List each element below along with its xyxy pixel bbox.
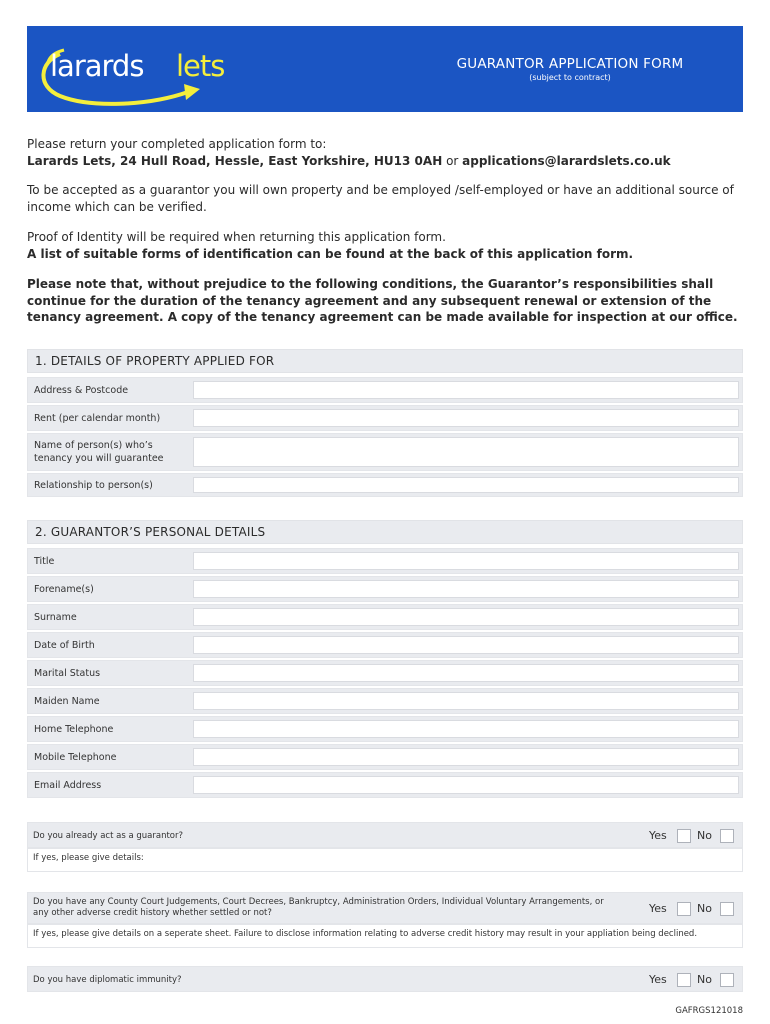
form-subtitle: (subject to contract) — [529, 73, 611, 82]
marital-status-row — [27, 660, 743, 686]
maiden-name-label: Maiden Name — [34, 696, 100, 707]
section-1-header — [27, 349, 743, 373]
title-label: Title — [34, 556, 55, 567]
credit-history-question — [33, 897, 604, 919]
home-telephone-row — [27, 716, 743, 742]
form-title: GUARANTOR APPLICATION FORM — [456, 56, 684, 72]
guarantor-question-row — [27, 822, 743, 848]
larards-lets-logo — [38, 40, 248, 106]
diplomatic-yes-checkbox[interactable] — [677, 973, 691, 987]
guarantor-requirements: To be accepted as a guarantor you will own property and be employed /self-employed or have an additional source of income which can be verified. — [27, 183, 734, 214]
logo-text-larards: larards — [50, 49, 144, 83]
email-row — [27, 772, 743, 798]
email-label: Email Address — [34, 780, 102, 791]
identity-note — [27, 229, 743, 262]
rent-field[interactable] — [193, 409, 739, 427]
diplomatic-no-label: No — [697, 973, 712, 986]
marital-status-field[interactable] — [193, 664, 739, 682]
dob-label: Date of Birth — [34, 640, 95, 651]
rent-label: Rent (per calendar month) — [34, 413, 161, 424]
surname-row — [27, 604, 743, 630]
return-address: Larards Lets, 24 Hull Road, Hessle, East Yorkshire, HU13 0AH — [27, 153, 443, 168]
tenant-names-label-line1: Name of person(s) who’s — [34, 440, 153, 451]
credit-yes-label: Yes — [649, 902, 667, 915]
guarantor-yes-label: Yes — [649, 829, 667, 842]
credit-history-question-line1: Do you have any County Court Judgements, Court Decrees, Bankruptcy, Administration Orders, Individual Voluntary Arrangements, or — [33, 897, 604, 907]
relationship-row — [27, 473, 743, 497]
title-field[interactable] — [193, 552, 739, 570]
identity-line: Proof of Identity will be required when returning this application form. — [27, 230, 446, 244]
relationship-field[interactable] — [193, 477, 739, 493]
identity-list-note: A list of suitable forms of identification can be found at the back of this application form. — [27, 246, 634, 261]
diplomatic-immunity-row — [27, 966, 743, 992]
diplomatic-yes-label: Yes — [649, 973, 667, 986]
return-email[interactable]: applications@larardslets.co.uk — [462, 153, 671, 168]
credit-history-details-label: If yes, please give details on a seperate sheet. Failure to disclose information relating to adverse credit history may result in your appliation being declined. — [33, 929, 698, 939]
return-address-line — [27, 153, 743, 170]
tenant-names-label — [34, 439, 164, 465]
title-row — [27, 548, 743, 574]
or-text: or — [442, 153, 463, 168]
rent-row — [27, 405, 743, 431]
tenant-names-field[interactable] — [193, 437, 739, 467]
marital-status-label: Marital Status — [34, 668, 101, 679]
guarantor-no-label: No — [697, 829, 712, 842]
logo-graphic — [38, 40, 248, 106]
maiden-name-field[interactable] — [193, 692, 739, 710]
mobile-telephone-row — [27, 744, 743, 770]
return-line: Please return your completed application form to: — [27, 137, 327, 151]
logo-text-lets: lets — [176, 49, 225, 83]
return-instructions — [27, 136, 743, 169]
surname-field[interactable] — [193, 608, 739, 626]
section-2-header — [27, 520, 743, 544]
section-1-title: 1. DETAILS OF PROPERTY APPLIED FOR — [35, 354, 275, 368]
credit-yes-checkbox[interactable] — [677, 902, 691, 916]
guarantor-yes-checkbox[interactable] — [677, 829, 691, 843]
mobile-telephone-label: Mobile Telephone — [34, 752, 117, 763]
address-postcode-field[interactable] — [193, 381, 739, 399]
diplomatic-no-checkbox[interactable] — [720, 973, 734, 987]
dob-row — [27, 632, 743, 658]
guarantor-details-label: If yes, please give details: — [33, 853, 144, 863]
address-postcode-label: Address & Postcode — [34, 385, 129, 396]
credit-history-question-row — [27, 892, 743, 924]
home-telephone-label: Home Telephone — [34, 724, 114, 735]
credit-history-question-line2: any other adverse credit history whether settled or not? — [33, 908, 272, 918]
diplomatic-immunity-question: Do you have diplomatic immunity? — [33, 975, 182, 985]
responsibilities-note: Please note that, without prejudice to the following conditions, the Guarantor’s responsibilities shall continue for the duration of the tenancy agreement and any subsequent renewal or extension of the tenancy agreement. A copy of the tenancy agreement can be made available for inspection at our office. — [27, 277, 738, 324]
section-2-title: 2. GUARANTOR’S PERSONAL DETAILS — [35, 525, 266, 539]
credit-history-details-field[interactable] — [27, 924, 743, 948]
form-reference-code: GAFRGS121018 — [675, 1006, 743, 1016]
credit-no-checkbox[interactable] — [720, 902, 734, 916]
email-field[interactable] — [193, 776, 739, 794]
forename-label: Forename(s) — [34, 584, 94, 595]
surname-label: Surname — [34, 612, 77, 623]
address-postcode-row — [27, 377, 743, 403]
relationship-label: Relationship to person(s) — [34, 480, 153, 491]
mobile-telephone-field[interactable] — [193, 748, 739, 766]
forename-field[interactable] — [193, 580, 739, 598]
credit-no-label: No — [697, 902, 712, 915]
guarantor-details-field[interactable] — [27, 848, 743, 872]
tenant-names-label-line2: tenancy you will guarantee — [34, 453, 164, 464]
forename-row — [27, 576, 743, 602]
guarantor-question: Do you already act as a guarantor? — [33, 831, 183, 841]
tenant-names-row — [27, 433, 743, 471]
guarantor-no-checkbox[interactable] — [720, 829, 734, 843]
home-telephone-field[interactable] — [193, 720, 739, 738]
maiden-name-row — [27, 688, 743, 714]
dob-field[interactable] — [193, 636, 739, 654]
